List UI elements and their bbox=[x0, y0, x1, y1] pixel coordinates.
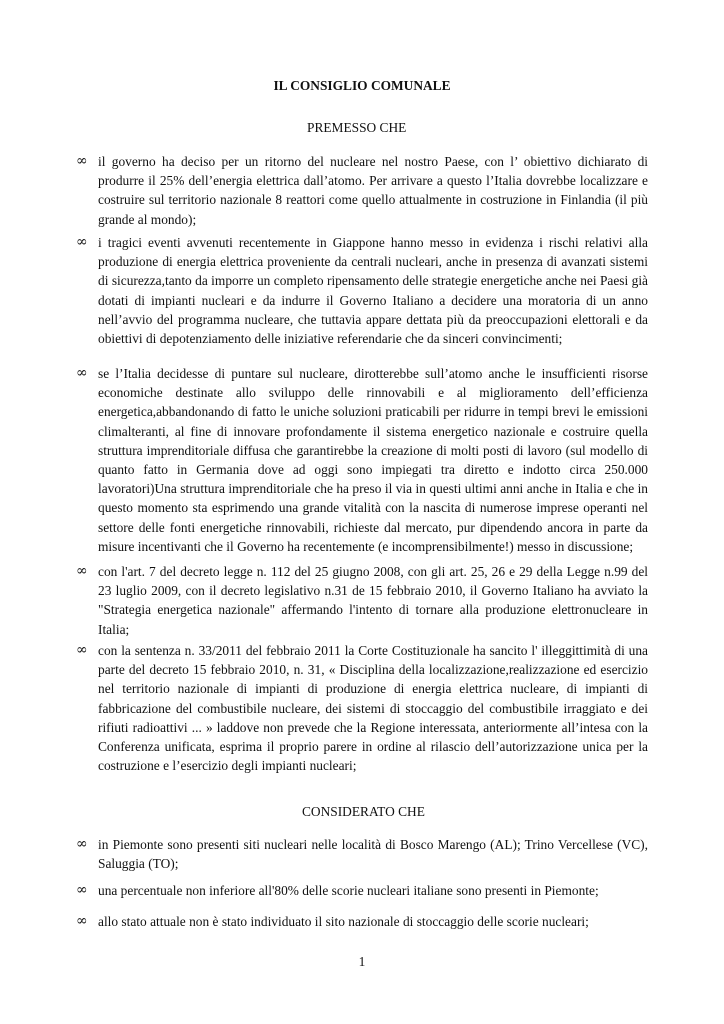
list-item-text: il governo ha deciso per un ritorno del nucleare nel nostro Paese, con l’ obiettivo dichiarato di produrre il 25% dell’energia elettrica dall’atomo. Per arrivare a questo l’Italia dovrebbe localizzare e costruire sul territorio nazionale 8 reattori come quello attualmente in costruzione in Finlandia (il più grande al mondo); bbox=[98, 154, 648, 227]
infinity-bullet-icon: ∞ bbox=[76, 836, 88, 852]
infinity-bullet-icon: ∞ bbox=[76, 642, 88, 658]
list-item-text: una percentuale non inferiore all'80% delle scorie nucleari italiane sono presenti in Piemonte; bbox=[98, 883, 599, 898]
list-item-text: con l'art. 7 del decreto legge n. 112 del 25 giugno 2008, con gli art. 25, 26 e 29 della Legge n.99 del 23 luglio 2009, con il decreto legislativo n.31 de 15 febbraio 2010, il Governo Italiano ha avviato la "Strategia energetica nazionale" affermando l'intento di tornare alla produzione elettronucleare in Italia; bbox=[98, 564, 648, 637]
list-item-text: i tragici eventi avvenuti recentemente in Giappone hanno messo in evidenza i rischi relativi alla produzione di energia elettrica proveniente da centrali nucleari, anche in presenza di avanzati sistemi di sicurezza,tanto da imporre un completo ripensamento delle strategie energetiche anche nei Paesi già dotati di impianti nucleari e da indurre il Governo Italiano a decidere una moratoria di un anno nell’avvio del programma nucleare, che tuttavia appare dettata più da preoccupazioni elettorali e da obiettivi di depotenziamento delle iniziative referendarie che da sinceri convincimenti; bbox=[98, 235, 648, 347]
list-item-text: con la sentenza n. 33/2011 del febbraio 2011 la Corte Costituzionale ha sancito l' illeggittimità di una parte del decreto 15 febbraio 2010, n. 31, « Disciplina della localizzazione,realizzazione ed esercizio nel territorio nazionale di impianti di produzione di energia elettrica nucleare, di impianti di fabbricazione del combustibile nucleare, dei sistemi di stoccaggio del combustibile irraggiato e dei rifiuti radioattivi ... » laddove non prevede che la Regione interessata, anteriormente all’intesa con la Conferenza unificata, esprima il proprio parere in ordine al rilascio dell’autorizzazione unica per la costruzione e l’esercizio degli impianti nucleari; bbox=[98, 643, 648, 774]
list-item-text: se l’Italia decidesse di puntare sul nucleare, dirotterebbe sull’atomo anche le insufficienti risorse economiche destinate allo sviluppo delle rinnovabili e al miglioramento dell’efficienza energetica,abbandonando di fatto le uniche soluzioni praticabili per ridurre in tempi brevi le emissioni climalteranti, al fine di innovare profondamente il sistema energetico nazionale e costruire quella struttura imprenditoriale diffusa che garantirebbe la creazione di molti posti di lavoro (sul modello di quanto fatto in Germania dove ad oggi sono impiegati tra diretto e indotto circa 250.000 lavoratori)Una struttura imprenditoriale che ha preso il via in questi ultimi anni anche in Italia e che in questo momento sta esprimendo una grande vitalità con la nascita di numerose imprese operanti nel settore delle fonti energetiche rinnovabili, richieste dal mercato, pur dipendendo ancora in parte da misure incentivanti che il Governo ha recentemente (e incomprensibilmente!) messo in discussione; bbox=[98, 366, 648, 554]
infinity-bullet-icon: ∞ bbox=[76, 913, 88, 929]
infinity-bullet-icon: ∞ bbox=[76, 882, 88, 898]
infinity-bullet-icon: ∞ bbox=[76, 563, 88, 579]
document-title: IL CONSIGLIO COMUNALE bbox=[273, 78, 451, 93]
section-heading-premesso: PREMESSO CHE bbox=[307, 120, 407, 135]
section-heading-considerato: CONSIDERATO CHE bbox=[302, 804, 425, 819]
infinity-bullet-icon: ∞ bbox=[76, 234, 88, 250]
list-item-text: allo stato attuale non è stato individuato il sito nazionale di stoccaggio delle scorie nucleari; bbox=[98, 914, 589, 929]
infinity-bullet-icon: ∞ bbox=[76, 153, 88, 169]
list-item-text: in Piemonte sono presenti siti nucleari nelle località di Bosco Marengo (AL); Trino Vercellese (VC), Saluggia (TO); bbox=[98, 837, 648, 872]
infinity-bullet-icon: ∞ bbox=[76, 365, 88, 381]
page-number: 1 bbox=[358, 954, 366, 969]
